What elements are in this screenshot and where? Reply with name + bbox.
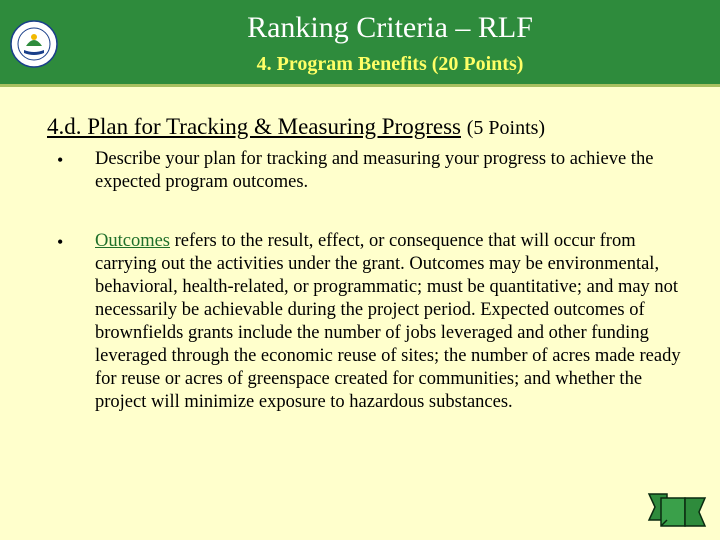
header-divider xyxy=(0,84,720,87)
section-heading-title: 4.d. Plan for Tracking & Measuring Progress xyxy=(47,114,461,139)
outcomes-link[interactable]: Outcomes xyxy=(95,231,171,251)
next-slide-flag-icon[interactable] xyxy=(645,490,709,532)
bullet-text-outcomes xyxy=(95,230,695,414)
section-heading xyxy=(47,113,707,142)
section-heading-points: (5 Points) xyxy=(466,117,546,139)
slide-header xyxy=(0,0,720,84)
outcomes-definition: refers to the result, effect, or consequence that will occur from carrying out the activities under the grant. Outcomes may be environmental, behavioral, health-related, or programmatic; must be quantitative; and may not necessarily be achievable during the project period. Expected outcomes of brownfields grants include the number of jobs leveraged and other funding leveraged through the economic reuse of sites; the number of acres made ready for reuse or acres of greenspace created for communities; and whether the project will minimize exposure to hazardous substances. xyxy=(95,231,681,412)
bullet-marker: • xyxy=(57,150,64,170)
epa-seal-icon xyxy=(10,20,58,68)
page-subtitle: 4. Program Benefits (20 Points) xyxy=(256,53,524,75)
bullet-marker: • xyxy=(57,232,64,252)
page-title: Ranking Criteria – RLF xyxy=(247,11,533,44)
bullet-text-describe: Describe your plan for tracking and measuring your progress to achieve the expected program outcomes. xyxy=(95,149,654,192)
